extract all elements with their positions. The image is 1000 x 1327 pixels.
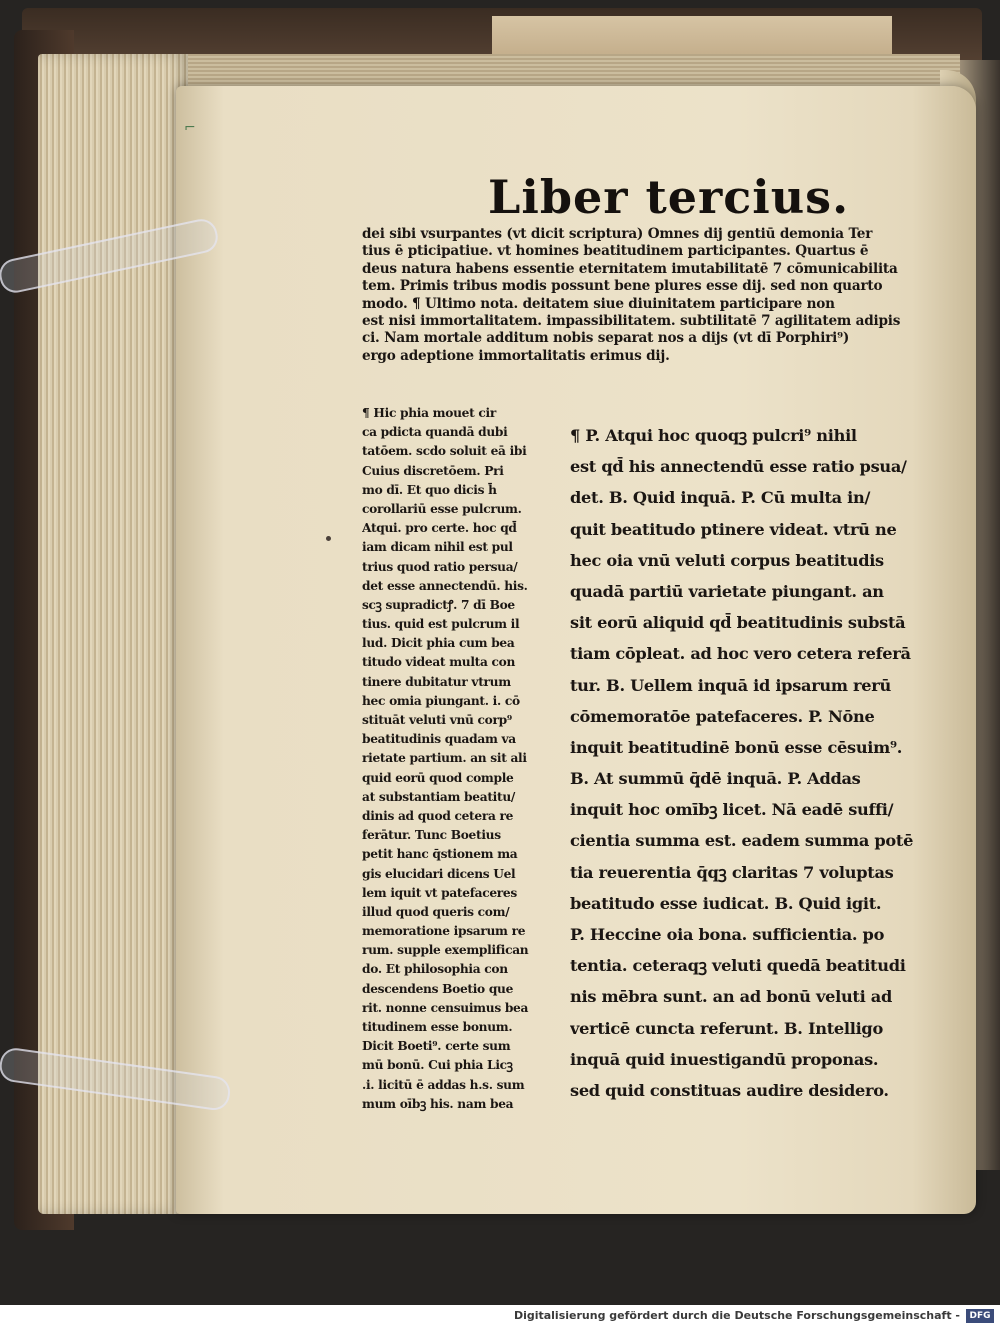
- text-line: quadā partiū varietate piungant. an: [570, 581, 884, 601]
- commentary-column: [362, 404, 558, 1114]
- commentary-line: petit hanc q̄stionem ma: [362, 847, 518, 862]
- commentary-line: scꝫ supradictꝭ. 7 dī Boe: [362, 597, 515, 612]
- commentary-line: det esse annectendū. his.: [362, 578, 528, 593]
- text-line: beatitudo esse iudicat. B. Quid igit.: [570, 893, 882, 913]
- text-line: sit eorū aliquid qd̄ beatitudinis substā: [570, 613, 906, 633]
- dfg-logo-icon: DFG: [966, 1309, 994, 1323]
- green-ink-mark: ⌐: [184, 120, 196, 136]
- commentary-line: deus natura habens essentie eternitatem imutabilitatē 7 cōmunicabilita: [362, 260, 898, 277]
- commentary-line: tius. quid est pulcrum il: [362, 617, 520, 632]
- funding-credit: Digitalisierung gefördert durch die Deutsche Forschungsgemeinschaft -: [513, 1309, 960, 1322]
- text-line: ¶ P. Atqui hoc quoqꝫ pulcri⁹ nihil: [570, 426, 857, 445]
- text-line: quit beatitudo ptinere videat. vtrū ne: [570, 519, 897, 539]
- text-line: P. Heccine oia bona. sufficientia. po: [570, 925, 885, 944]
- commentary-line: .i. licitū ē addas h.s. sum: [362, 1077, 525, 1092]
- text-line: inquit hoc omībꝫ licet. Nā eadē suffi/: [570, 800, 894, 820]
- text-line: B. At summū q̄dē inquā. P. Addas: [570, 769, 861, 789]
- text-line: inquā quid inuestigandū proponas.: [570, 1049, 879, 1069]
- commentary-line: ca pdicta quandā dubi: [362, 425, 508, 440]
- text-line: tentia. ceteraqꝫ veluti quedā beatitudi: [570, 956, 906, 976]
- commentary-line: mo dī. Et quo dicis h̄: [362, 482, 497, 497]
- commentary-line: ci. Nam mortale additum nobis separat nos a dijs (vt dī Porphiri⁹): [362, 330, 850, 347]
- commentary-line: tius ē pticipatiue. vt homines beatitudinem participantes. Quartus ē: [362, 243, 869, 260]
- text-line: inquit beatitudinē bonū esse cēsuim⁹.: [570, 737, 903, 757]
- text-line: verticē cuncta referunt. B. Intelligo: [570, 1018, 883, 1038]
- commentary-line: lud. Dicit phia cum bea: [362, 636, 515, 651]
- commentary-line: Atqui. pro certe. hoc qd̄: [362, 521, 517, 536]
- commentary-line: at substantiam beatitu/: [362, 789, 516, 804]
- running-head: Liber tercius.: [488, 170, 850, 224]
- commentary-line: gis elucidari dicens Uel: [362, 866, 516, 881]
- text-line: sed quid constituas audire desidero.: [570, 1080, 889, 1100]
- commentary-line: illud quod queris com/: [362, 904, 510, 919]
- text-line: cōmemoratōe patefaceres. P. Nōne: [570, 706, 875, 726]
- commentary-line: Cuius discretōem. Pri: [362, 463, 504, 478]
- commentary-line: mū bonū. Cui phia Licꝫ: [362, 1058, 513, 1073]
- commentary-line: tatōem. scdo soluit eā ibi: [362, 444, 527, 459]
- commentary-line: est nisi immortalitatem. impassibilitatem. subtilitatē 7 agilitatem adipis: [362, 312, 901, 329]
- text-line: hec oia vnū veluti corpus beatitudis: [570, 550, 884, 570]
- commentary-line: titudinem esse bonum.: [362, 1020, 513, 1034]
- commentary-line: memoratione ipsarum re: [362, 924, 526, 939]
- commentary-line: iam dicam nihil est pul: [362, 540, 513, 555]
- commentary-line: rietate partium. an sit ali: [362, 751, 527, 766]
- commentary-line: beatitudinis quadam va: [362, 732, 516, 747]
- commentary-line: rit. nonne censuimus bea: [362, 1000, 529, 1015]
- commentary-line: descendens Boetio que: [362, 981, 514, 996]
- main-text-column: [570, 420, 915, 1106]
- commentary-line: dinis ad quod cetera re: [362, 808, 514, 823]
- commentary-line: do. Et philosophia con: [362, 962, 508, 977]
- text-line: det. B. Quid inquā. P. Cū multa in/: [570, 488, 871, 508]
- commentary-line: ferātur. Tunc Boetius: [362, 828, 501, 843]
- text-line: tur. B. Uellem inquā id ipsarum rerū: [570, 675, 891, 695]
- commentary-line: modo. ¶ Ultimo nota. deitatem siue diuinitatem participare non: [362, 295, 835, 312]
- commentary-top-block: [362, 226, 910, 365]
- commentary-line: dei sibi vsurpantes (vt dicit scriptura) Omnes dij gentiū demonia Ter: [362, 226, 873, 242]
- commentary-line: trius quod ratio persua/: [362, 559, 518, 574]
- commentary-line: rum. supple exemplifican: [362, 943, 529, 958]
- commentary-line: stituāt veluti vnū corp⁹: [362, 713, 512, 727]
- commentary-line: lem iquit vt patefaceres: [362, 885, 517, 900]
- text-line: tia reuerentia q̄qꝫ claritas 7 voluptas: [570, 862, 894, 882]
- text-line: tiam cōpleat. ad hoc vero cetera referā: [570, 644, 911, 664]
- ink-dot: [326, 536, 331, 541]
- commentary-line: ergo adeptione immortalitatis erimus dij.: [362, 347, 670, 364]
- commentary-line: hec omia piungant. i. cō: [362, 693, 520, 708]
- text-line: nis mēbra sunt. an ad bonū veluti ad: [570, 987, 892, 1007]
- commentary-line: corollariū esse pulcrum.: [362, 501, 522, 516]
- commentary-line: ¶ Hic phia mouet cir: [362, 406, 496, 420]
- text-line: est qd̄ his annectendū esse ratio psua/: [570, 457, 907, 477]
- commentary-line: quid eorū quod comple: [362, 770, 514, 785]
- footer-bar: [0, 1305, 1000, 1327]
- commentary-line: Dicit Boeti⁹. certe sum: [362, 1039, 511, 1054]
- commentary-line: tinere dubitatur vtrum: [362, 674, 511, 689]
- commentary-line: titudo videat multa con: [362, 655, 516, 670]
- commentary-line: tem. Primis tribus modis possunt bene plures esse dij. sed non quarto: [362, 278, 883, 295]
- commentary-line: mum oībꝫ his. nam bea: [362, 1096, 514, 1111]
- text-line: cientia summa est. eadem summa potē: [570, 831, 914, 851]
